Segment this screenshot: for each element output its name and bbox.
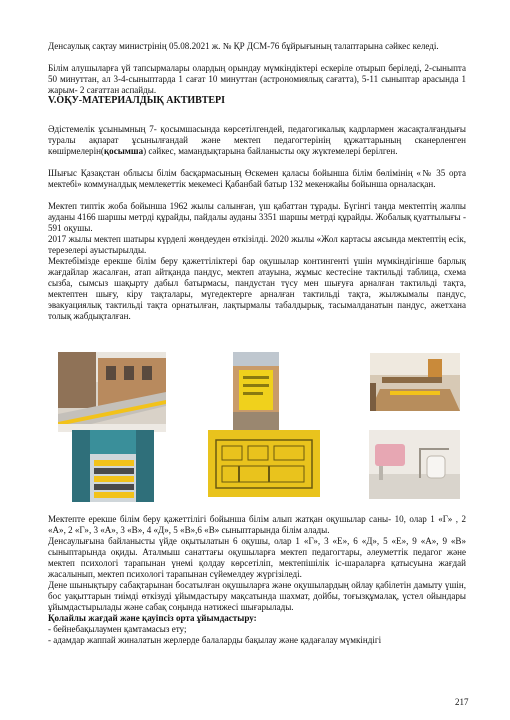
photo-outdoor-ramp: [58, 352, 166, 432]
appendix-ref: қосымша: [103, 146, 144, 156]
paragraph-renovation: 2017 жылы мектеп шатыры күрделі жөндеуден өткізілді. 2020 жылы «Жол картасы аясында мектептің есік, терезелері ауыстырылды.: [48, 234, 466, 255]
text-span: ) сәйкес, мамандықтарына байланысты оқу жүктемелері берілген.: [143, 146, 398, 156]
paragraph-location: Шығыс Қазақстан облысы білім басқармасының Өскемен қаласы бойынша білім бөлімінің «№ 35 орта мектебі» коммуналдық мемлекеттік мекемесі Қабанбай батыр 132 мекенжайы бойынша орналасқан.: [48, 168, 466, 189]
text-span: Әдістемелік ұсынымның 7- қосымшасында көрсетілгендей, педагогикалық кадрлармен жасақталғандығы туралы ақпарат ұсынылғандай және мектеп педагогтерінің құжаттарының сканерленген көшірмелерін(: [48, 124, 466, 156]
list-item: - адамдар жаппай жиналатын жерлерде балаларды бақылау және қадағалау мүмкіндігі: [48, 635, 382, 645]
photo-evacuation-plan: [208, 430, 320, 497]
paragraph-home-schooling: Денсаулығына байланысты үйде оқытылатын 6 оқушы, олар 1 «Г», 3 «Е», 6 «Д», 5 «Е», 9 «А», 9 «В» сыныптарында оқиды. Аталмыш санаттағы оқушыларға мектеп педагогтары, әлеуметтік педагог және мектеп психологі тарапынан үнемі қолдау көрсетіліп, мектепішілік іс-шараларға қатысуына жағдай жасалынып, мектеп психологі тарапынан сүйемелдеу жүргізіледі.: [48, 536, 466, 579]
section-title: V.ОҚУ-МАТЕРИАЛДЫҚ АКТИВТЕРІ: [48, 95, 226, 106]
photo-indoor-corridor: [370, 353, 460, 411]
paragraph-ministry: Денсаулық сақтау министрінің 05.08.2021 ж. № ҚР ДСМ-76 бұйрығының талаптарына сәйкес келеді.: [48, 41, 439, 51]
paragraph-building: Мектеп типтік жоба бойынша 1962 жылы салынған, үш қабаттан тұрады. Бүгінгі таңда мектептің жалпы ауданы 4166 шаршы метрді құрайды, пайдалы ауданы 3351 шаршы метрді құрайды. Жобалық қуаттылығы - 591 оқушы.: [48, 201, 466, 233]
photo-tactile-sign-wall: [233, 352, 279, 432]
paragraph-homework: Білім алушыларға үй тапсырмалары олардың орындау мүмкіндіктері ескеріле отырып беріледі, 2-сыныпта 50 минуттан, ал 3-4-сыныптарда 1 сағат 10 минуттан (астрономиялық сағатта), 5-11 сыныптар арасында 1 жарым- 2 сағаттан аспайды.: [48, 63, 466, 95]
page-number: 217: [455, 697, 469, 707]
list-item: - бейнебақылаумен қамтамасыз ету;: [48, 624, 187, 634]
paragraph-activities: Дене шынықтыру сабақтарынан босатылған оқушыларға және оқушылардың ойлау қабілетін дамыту үшін, бос уақыттарын тиімді өткізуді ұйымдастыру мақсатында шахмат, дойбы, тоғызқұмалақ, үстел ойындары ұйымдастырылады және сабақ соңында нәтижесі шығарылады.: [48, 580, 466, 612]
paragraph-inclusive: Мектебімізде ерекше білім беру қажеттіліктері бар оқушылар контингенті үшін мүмкіндігінше барлық жағдайлар жасалған, атап айтқанда пандус, мектеп атауына, жұмыс кестесіне тактильді таблица, схема сызба, сымсыз шақырту дабыл батырмасы, пандустан түсу мен шығуға арналған тактильді тақта, мектептен шығу, кіру тақталары, мүгедектерге арналған тактильді тақта, жылжымалы пандус, эвакуациялық тактильді тақта орнатылған, лақтырмалы табалдырық, тасымалданатын пандус, әжетхана толық жабдықталған.: [48, 256, 466, 321]
photo-stairs: [72, 430, 154, 502]
paragraph-special-needs: Мектепте ерекше білім беру қажеттілігі бойынша білім алып жатқан оқушылар саны- 10, олар 1 «Г» , 2 «А», 2 «Г», 3 «А», 3 «В», 4 «Д», 5 «В»,6 «В» сыныптарында білім алады.: [48, 514, 466, 535]
subsection-heading: Қолайлы жағдай және қауіпсіз орта ұйымдастыру:: [48, 613, 257, 623]
photo-restroom: [369, 430, 460, 499]
paragraph-methodology: [48, 124, 466, 157]
